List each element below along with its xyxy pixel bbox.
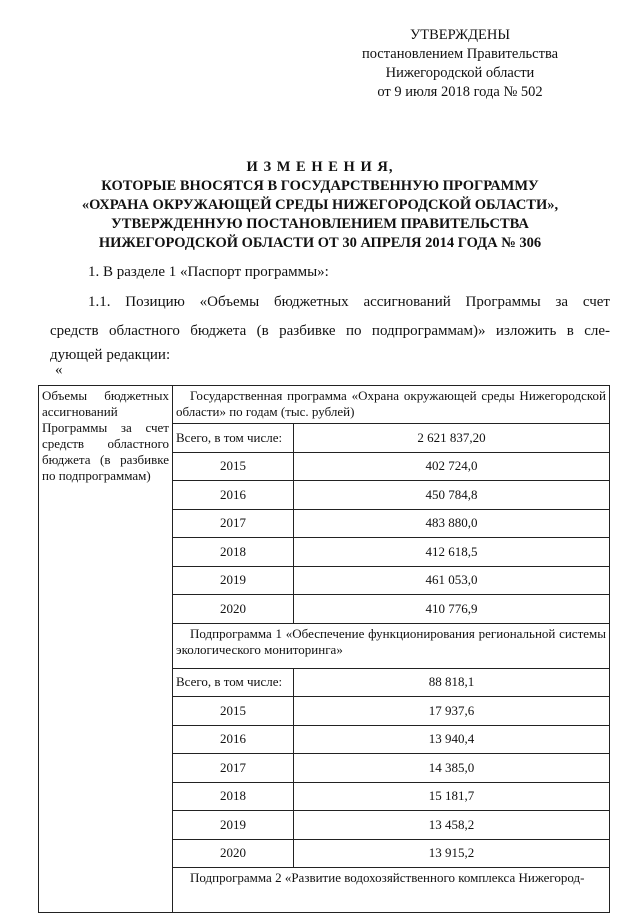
value-cell: 483 880,0 [294,509,610,538]
budget-table [38,385,610,913]
value-cell: 410 776,9 [294,595,610,624]
program-header: Государственная программа «Охрана окружающей среды Нижегородской области» по годам (тыс. рублей) [173,386,610,424]
year-cell: 2016 [173,725,294,754]
value-cell: 412 618,5 [294,538,610,567]
paragraph-1: 1. В разделе 1 «Паспорт программы»: [88,264,329,280]
value-cell: 402 724,0 [294,452,610,481]
year-cell: 2018 [173,782,294,811]
document-title [40,158,600,253]
value-cell: 14 385,0 [294,754,610,783]
paragraph-2-line: дующей редакции: [50,347,171,363]
approval-line: Нижегородской области [385,65,535,81]
value-cell: 450 784,8 [294,481,610,510]
value-cell: 15 181,7 [294,782,610,811]
value-cell: 17 937,6 [294,697,610,726]
sub1-total-value: 88 818,1 [294,668,610,697]
year-cell: 2017 [173,754,294,783]
sub1-total-label: Всего, в том числе: [173,668,294,697]
paragraph-2-line: 1.1. Позицию «Объемы бюджетных ассигнований Программы за счет [88,294,610,310]
title-line: «ОХРАНА ОКРУЖАЮЩЕЙ СРЕДЫ НИЖЕГОРОДСКОЙ ОБЛАСТИ», [81,197,559,213]
approval-date: от 9 июля 2018 года № 502 [377,84,543,100]
title-line: КОТОРЫЕ ВНОСЯТСЯ В ГОСУДАРСТВЕННУЮ ПРОГРАММУ [101,178,539,194]
subprogram-1-header: Подпрограмма 1 «Обеспечение функционирования региональной системы экологического мониторинга» [173,623,610,668]
year-cell: 2020 [173,595,294,624]
approval-line: постановлением Правительства [361,46,559,62]
paragraph-2-line: средств областного бюджета (в разбивке по подпрограммам)» изложить в сле- [50,323,610,339]
value-cell: 461 053,0 [294,566,610,595]
program-total-label: Всего, в том числе: [173,424,294,453]
year-cell: 2017 [173,509,294,538]
year-cell: 2015 [173,697,294,726]
year-cell: 2018 [173,538,294,567]
subprogram-2-header: Подпрограмма 2 «Развитие водохозяйственного комплекса Нижегород- [173,868,610,913]
year-cell: 2015 [173,452,294,481]
opening-quote: « [55,362,63,378]
approval-title: УТВЕРЖДЕНЫ [409,27,511,43]
title-line: И З М Е Н Е Н И Я, [246,159,394,175]
title-line: НИЖЕГОРОДСКОЙ ОБЛАСТИ ОТ 30 АПРЕЛЯ 2014 ГОДА № 306 [98,235,542,251]
value-cell: 13 940,4 [294,725,610,754]
title-line: УТВЕРЖДЕННУЮ ПОСТАНОВЛЕНИЕМ ПРАВИТЕЛЬСТВА [111,216,529,232]
program-total-value: 2 621 837,20 [294,424,610,453]
year-cell: 2016 [173,481,294,510]
year-cell: 2020 [173,839,294,868]
year-cell: 2019 [173,811,294,840]
value-cell: 13 458,2 [294,811,610,840]
value-cell: 13 915,2 [294,839,610,868]
year-cell: 2019 [173,566,294,595]
approval-block [340,26,580,102]
left-label-cell: Объемы бюджетных ассигнований Программы за счет средств областного бюджета (в разбивке по подпрограммам) [39,386,173,913]
